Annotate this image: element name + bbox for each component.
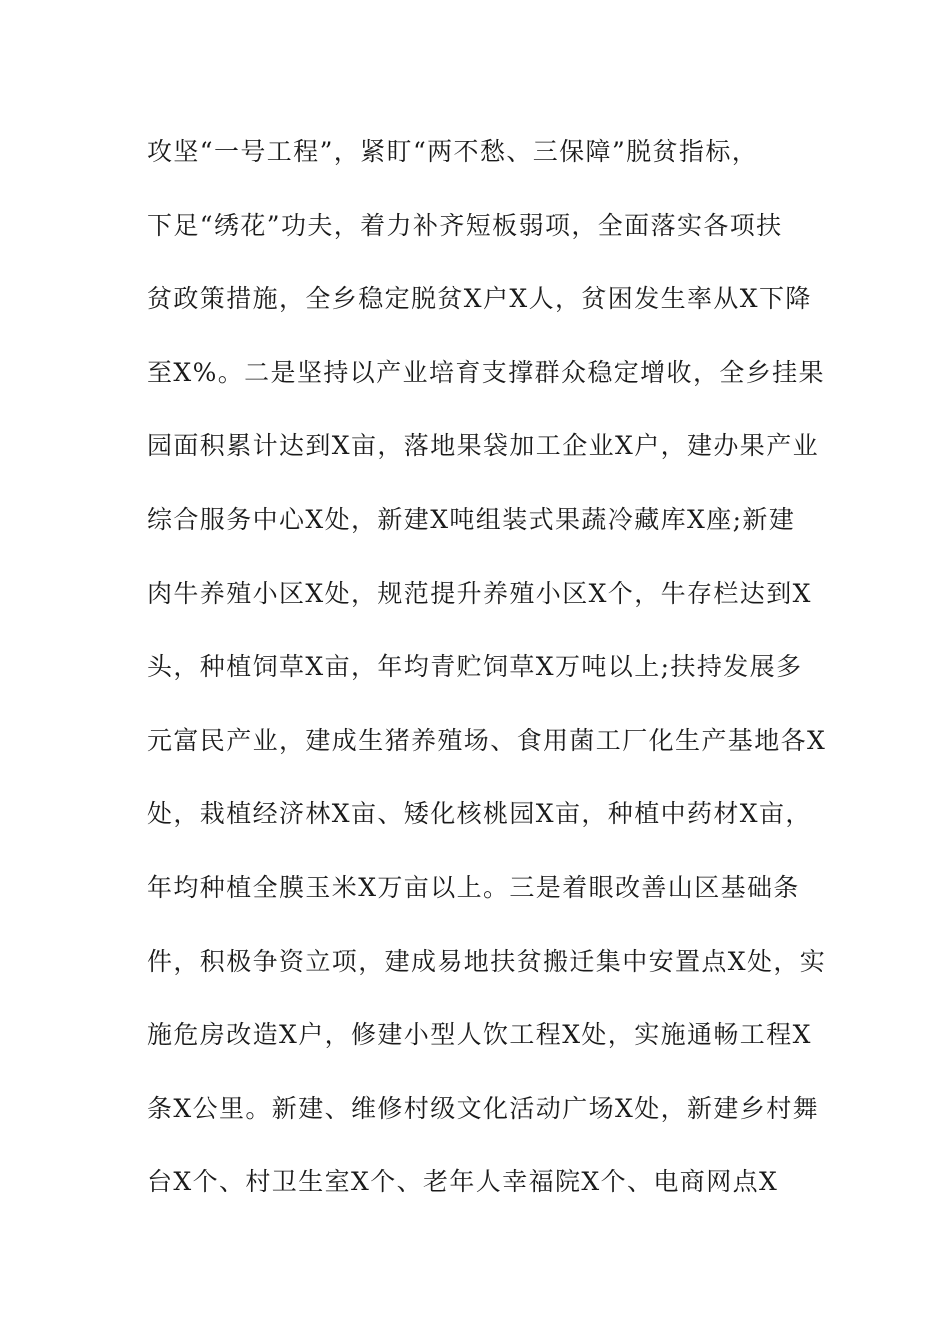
body-text (147, 128, 827, 1232)
text-line-12: 件，积极争资立项，建成易地扶贫搬迁集中安置点X处，实 (147, 946, 827, 976)
text-line-8: 头，种植饲草X亩，年均青贮饲草X万吨以上;扶持发展多 (147, 652, 803, 682)
text-line-2: 下足“绣花”功夫，着力补齐短板弱项，全面落实各项扶 (147, 210, 783, 240)
text-line-11: 年均种植全膜玉米X万亩以上。三是着眼改善山区基础条 (147, 872, 800, 902)
text-line-4: 至X%。二是坚持以产业培育支撑群众稳定增收，全乡挂果 (147, 357, 825, 387)
text-line-7: 肉牛养殖小区X处，规范提升养殖小区X个，牛存栏达到X (147, 578, 812, 608)
text-line-14: 条X公里。新建、维修村级文化活动广场X处，新建乡村舞 (147, 1093, 819, 1123)
text-line-13: 施危房改造X户，修建小型人饮工程X处，实施通畅工程X (147, 1020, 812, 1050)
text-line-10: 处，栽植经济林X亩、矮化核桃园X亩，种植中药材X亩， (147, 799, 812, 829)
text-line-3: 贫政策措施，全乡稳定脱贫X户X人，贫困发生率从X下降 (147, 284, 812, 314)
text-line-5: 园面积累计达到X亩，落地果袋加工企业X户，建办果产业 (147, 431, 819, 461)
text-line-9: 元富民产业，建成生猪养殖场、食用菌工厂化生产基地各X (147, 725, 827, 755)
text-line-6: 综合服务中心X处，新建X吨组装式果蔬冷藏库X座;新建 (147, 504, 796, 534)
text-line-15: 台X个、村卫生室X个、老年人幸福院X个、电商网点X (147, 1167, 779, 1197)
text-line-1: 攻坚“一号工程”，紧盯“两不愁、三保障”脱贫指标， (147, 137, 759, 166)
